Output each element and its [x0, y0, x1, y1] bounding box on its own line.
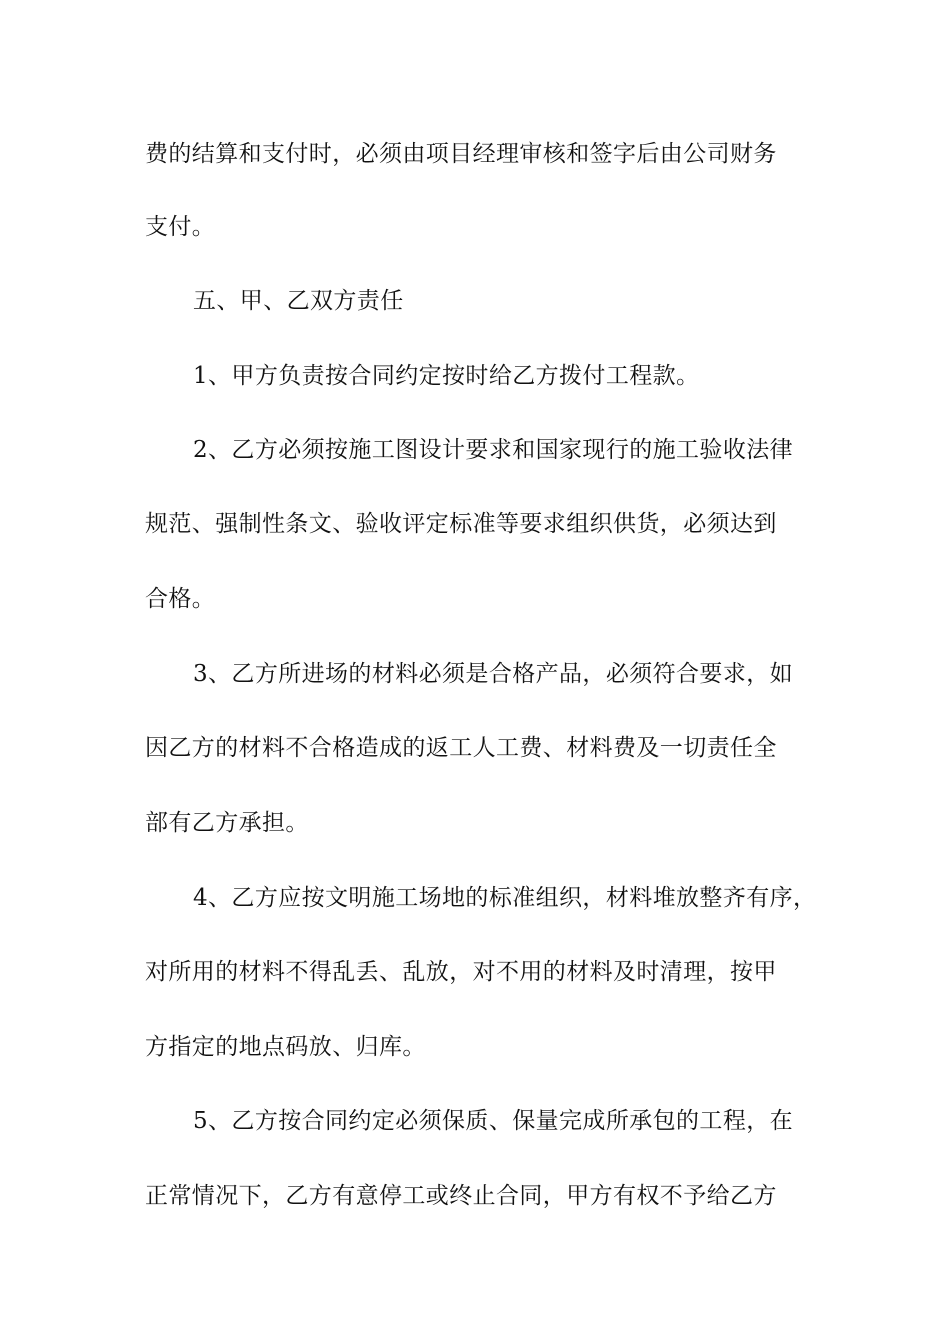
paragraph-line: 费的结算和支付时，必须由项目经理审核和签字后由公司财务: [145, 141, 777, 167]
paragraph-line: 正常情况下，乙方有意停工或终止合同，甲方有权不予给乙方: [145, 1183, 777, 1209]
section-heading: 五、甲、乙双方责任: [193, 288, 404, 314]
paragraph-line: 因乙方的材料不合格造成的返工人工费、材料费及一切责任全: [145, 735, 777, 761]
paragraph-line: 对所用的材料不得乱丢、乱放，对不用的材料及时清理，按甲: [145, 959, 777, 985]
paragraph-line: 规范、强制性条文、验收评定标准等要求组织供货，必须达到: [145, 511, 777, 537]
paragraph-line: 支付。: [145, 214, 216, 240]
paragraph-line: 5、乙方按合同约定必须保质、保量完成所承包的工程，在: [193, 1108, 794, 1134]
paragraph-line: 方指定的地点码放、归库。: [145, 1034, 426, 1060]
paragraph-line: 部有乙方承担。: [145, 810, 309, 836]
paragraph-line: 4、乙方应按文明施工场地的标准组织，材料堆放整齐有序，: [193, 885, 817, 911]
paragraph-line: 合格。: [145, 586, 216, 612]
paragraph-line: 3、乙方所进场的材料必须是合格产品，必须符合要求，如: [193, 661, 794, 687]
paragraph-line: 1、甲方负责按合同约定按时给乙方拨付工程款。: [193, 363, 700, 389]
paragraph-line: 2、乙方必须按施工图设计要求和国家现行的施工验收法律: [193, 437, 794, 463]
